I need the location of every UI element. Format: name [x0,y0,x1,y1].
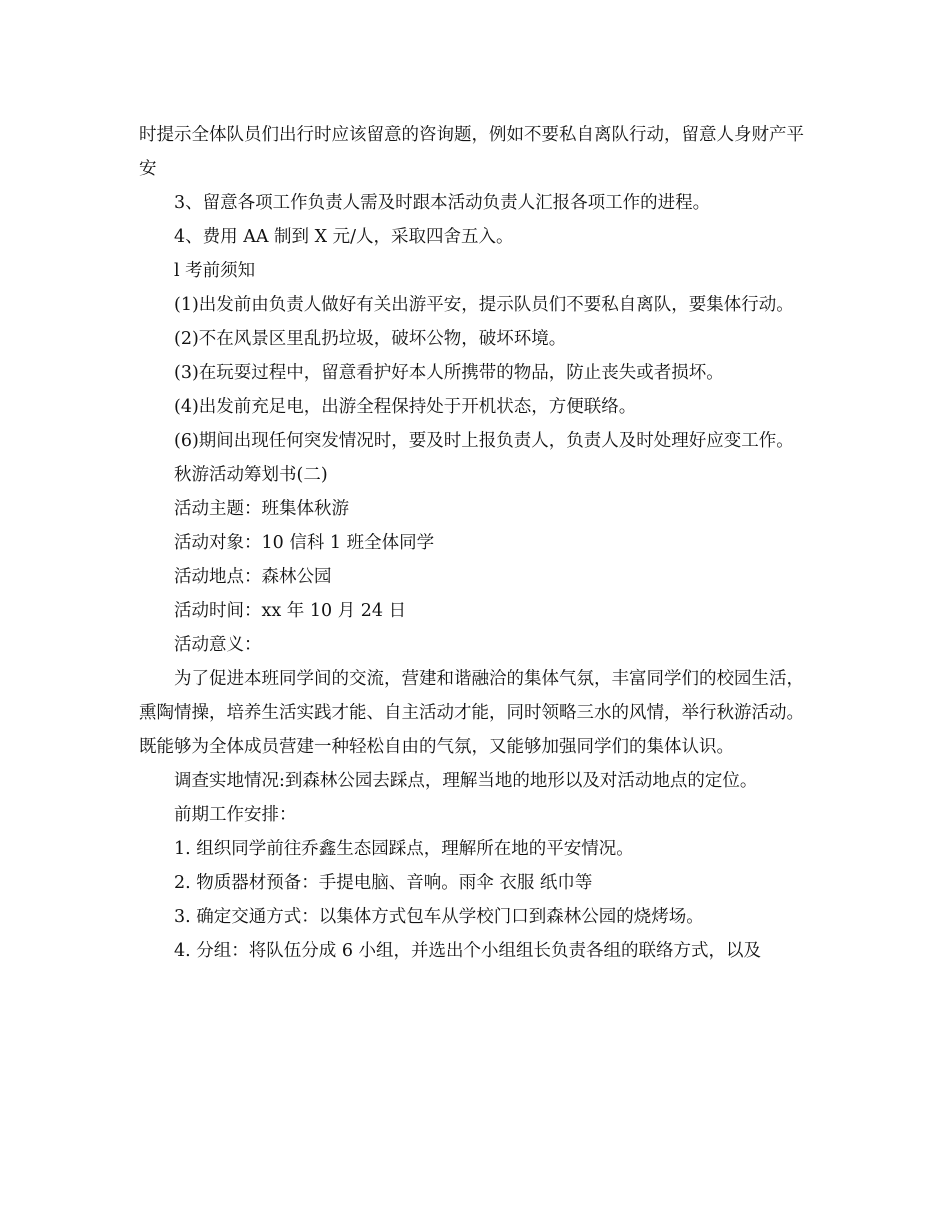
note-3: (3)在玩耍过程中，留意看护好本人所携带的物品，防止丧失或者损坏。 [174,363,724,383]
preparation-heading: 前期工作安排： [174,805,297,825]
paragraph-item-3: 3、留意各项工作负责人需及时跟本活动负责人汇报各项工作的进程。 [174,193,711,213]
document-body [139,118,811,968]
preparation-item-4: 4. 分组：将队伍分成 6 小组，并选出个小组组长负责各组的联络方式，以及 [174,941,762,961]
document-title-part-2: 秋游活动筹划书(二) [174,465,328,485]
activity-significance-heading: 活动意义： [174,635,262,655]
activity-significance-body: 为了促进本班同学间的交流，营建和谐融洽的集体气氛，丰富同学们的校园生活，熏陶情操，培养生活实践才能、自主活动才能，同时领略三水的风情，举行秋游活动。既能够为全体成员营建一种轻松自由的气氛，又能够加强同学们的集体认识。 [139,669,804,757]
activity-location: 活动地点：森林公园 [174,567,332,587]
preparation-item-1: 1. 组织同学前往乔鑫生态园踩点，理解所在地的平安情况。 [174,839,634,859]
paragraph-item-4: 4、费用 AA 制到 X 元/人，采取四舍五入。 [174,227,514,247]
activity-participants: 活动对象：10 信科 1 班全体同学 [174,533,435,553]
paragraph-safety-reminder: 时提示全体队员们出行时应该留意的咨询题，例如不要私自离队行动，留意人身财产平安 [139,125,804,179]
site-survey: 调查实地情况:到森林公园去踩点，理解当地的地形以及对活动地点的定位。 [174,771,758,791]
note-1: (1)出发前由负责人做好有关出游平安，提示队员们不要私自离队，要集体行动。 [174,295,794,315]
note-4: (4)出发前充足电，出游全程保持处于开机状态，方便联络。 [174,397,637,417]
activity-time: 活动时间：xx 年 10 月 24 日 [174,601,407,621]
activity-theme: 活动主题：班集体秋游 [174,499,349,519]
preparation-item-3: 3. 确定交通方式：以集体方式包车从学校门口到森林公园的烧烤场。 [174,907,704,927]
note-6: (6)期间出现任何突发情况时，要及时上报负责人，负责人及时处理好应变工作。 [174,431,794,451]
note-2: (2)不在风景区里乱扔垃圾，破坏公物，破坏环境。 [174,329,567,349]
preparation-item-2: 2. 物质器材预备：手提电脑、音响。雨伞 衣服 纸巾等 [174,873,593,893]
section-heading-notes: l 考前须知 [174,261,256,281]
